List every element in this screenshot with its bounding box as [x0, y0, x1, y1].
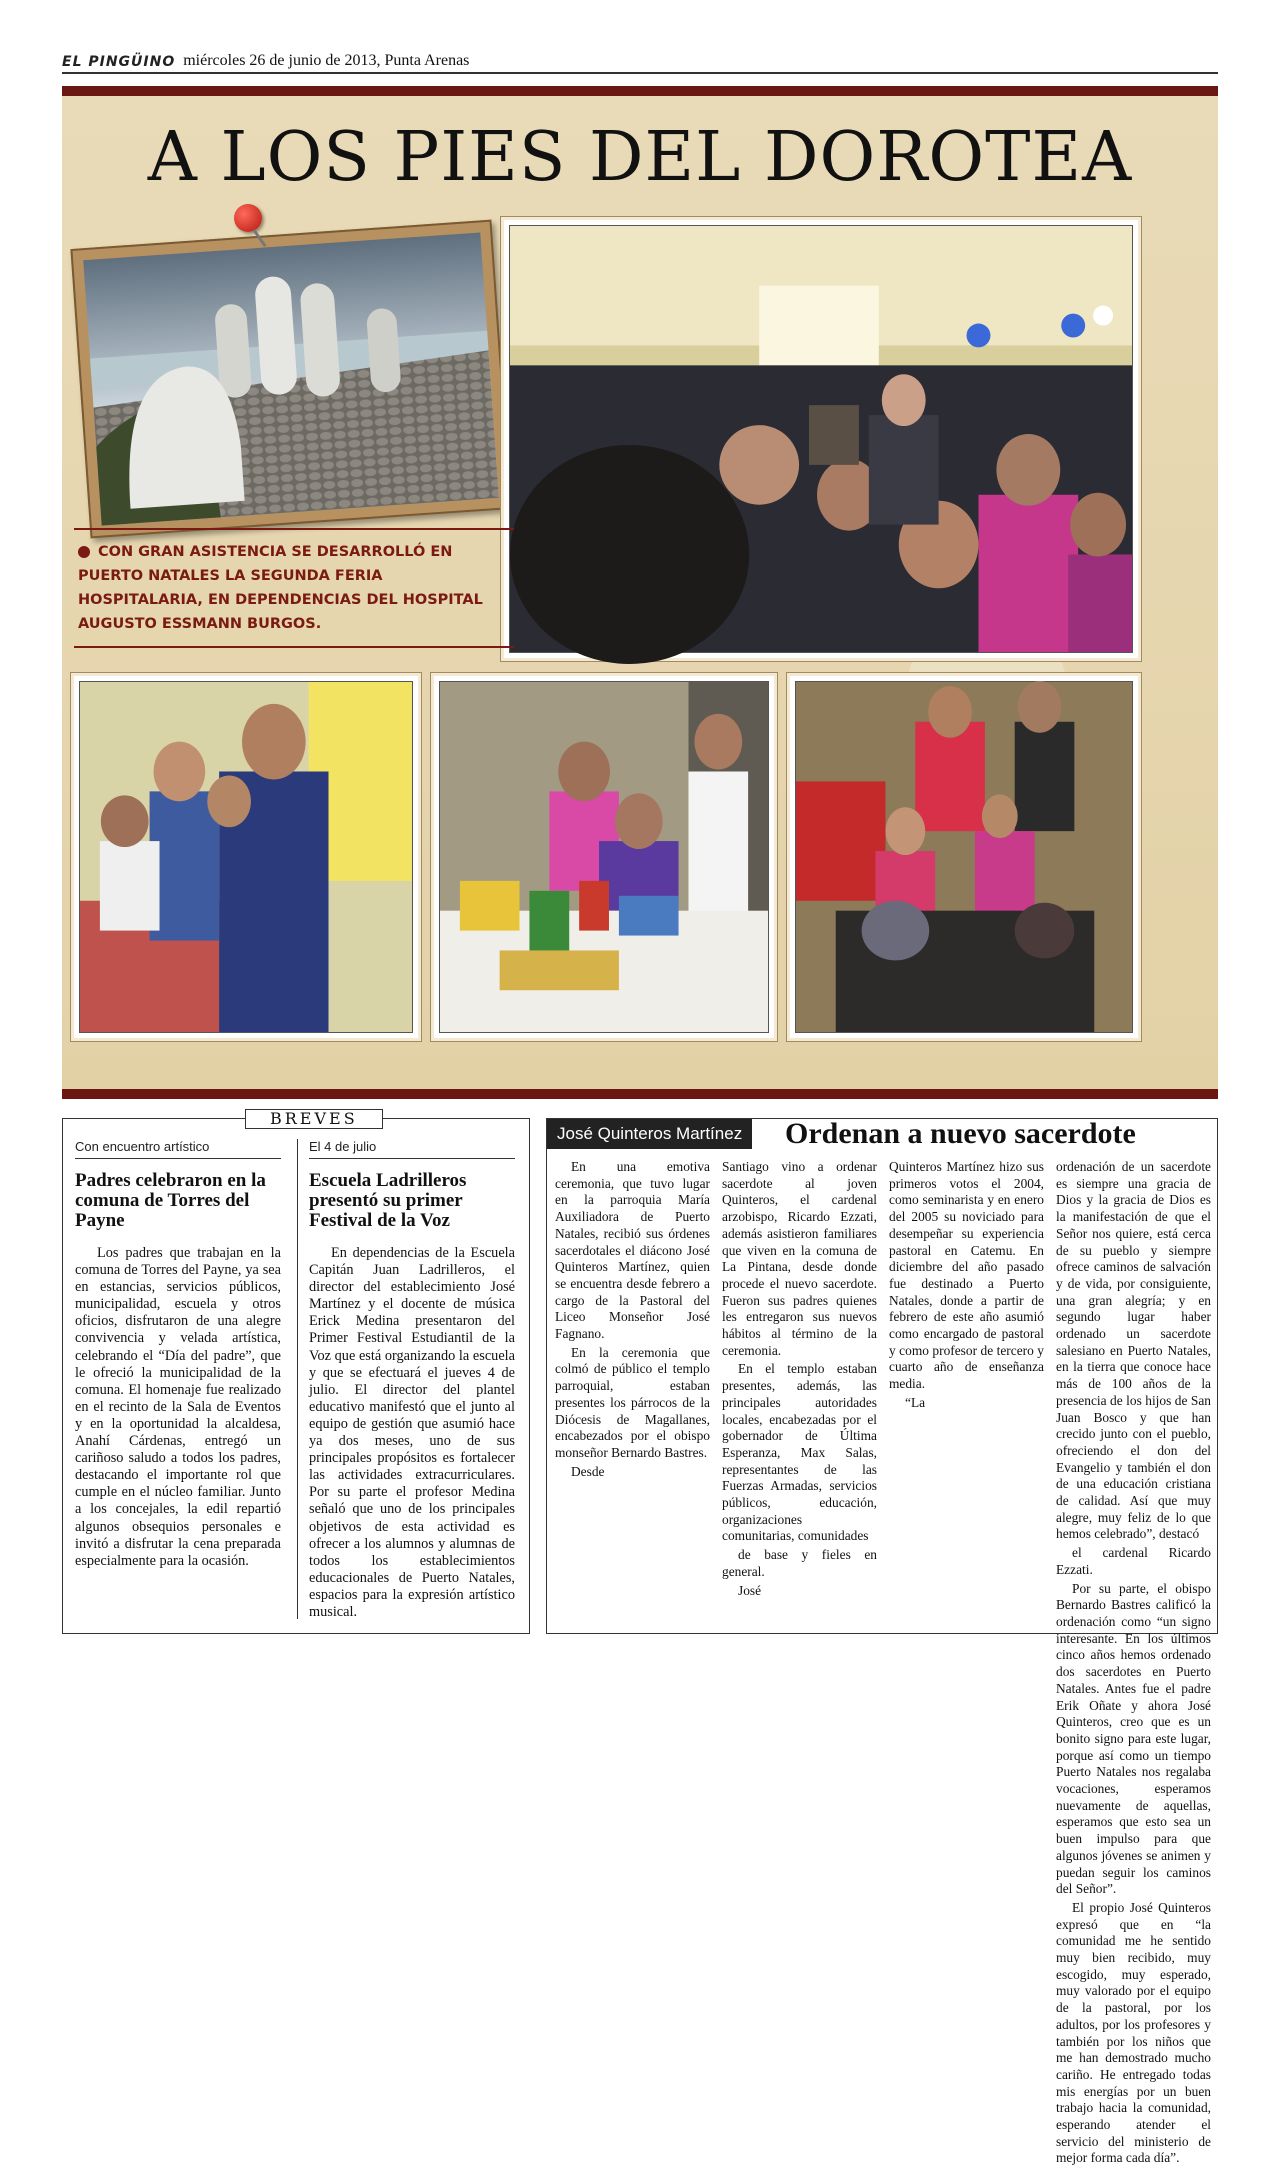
article-column — [555, 1159, 710, 2169]
caption-bullet-icon — [78, 546, 90, 558]
red-pushpin-icon — [234, 204, 262, 232]
article-column — [1056, 1159, 1211, 2169]
article-column — [722, 1159, 877, 2169]
article-paragraph-continued: Santiago vino a ordenar sacerdote al joven Quinteros, el cardenal arzobispo, Ricardo Ezzati, además asistieron familiares que viven en la comuna de La Pintana, desde donde procede el nuevo sacerdote. Fueron sus padres quienes les entregaron sus nuevos hábitos al término de la ceremonia. — [722, 1159, 877, 1358]
brief-headline: Padres celebraron en la comuna de Torres del Payne — [75, 1170, 266, 1231]
article-paragraph: En la ceremonia que colmó de público el templo parroquial, estaban presentes los párrocos de la Diócesis de Magallanes, encabezados por el obispo monseñor Bernardo Bastres. — [555, 1344, 710, 1460]
article-byline: José Quinteros Martínez — [547, 1119, 752, 1149]
article-paragraph-continued: ordenación de un sacerdote es siempre una gracia de Dios y la gracia de Dios es la manifestación de que el Señor nos quiere, está cerca de su pueblo y siempre ofrece caminos de salvación y de vida, por consiguiente, una gran alegría; y en segundo lugar haber ordenado un sacerdote salesiano en Puerto Natales, en la tierra que conoce hace más de 100 años de la presencia de los hijos de San Juan Bosco y que han crecido junto con el pueblo, ofreciendo el don del Evangelio y también el don de una educación cristiana de calidad. Así que muy alegre, muy feliz de lo que hemos celebrado”, destacó — [1056, 1159, 1211, 1542]
briefs-column-divider — [297, 1139, 298, 1619]
photo-caption — [74, 528, 514, 648]
article-columns — [555, 1159, 1211, 2169]
article-paragraph: “La — [905, 1394, 926, 1410]
newspaper-logo: EL PINGÜINO — [62, 54, 176, 70]
article-paragraph: José — [738, 1582, 762, 1598]
brief-body: Los padres que trabajan en la comuna de Torres del Payne, ya sea en estancias, servicios públicos, municipalidad, escuela y otros oficios, disfrutaron de una alegre convivencia y velada artística, celebrando el “Día del padre”, que le ofreció la municipalidad de la comuna. El homenaje fue realizado en el recinto de la Sala de Eventos y en la oportunidad la alcaldesa, Anahí Cárdenas, entregó un cariñoso saludo a todos los padres, destacando el importante rol que cumple en el núcleo familiar. Junto a los concejales, la edil repartió algunos obsequios personales e invitó a disfrutar la cena preparada especialmente para la ocasión. — [75, 1245, 281, 1569]
brief-item — [75, 1139, 281, 1570]
food-table-photo — [439, 681, 769, 1033]
briefs-label: BREVES — [245, 1109, 383, 1129]
page-header — [62, 50, 1218, 74]
article-paragraph: el cardenal Ricardo Ezzati. — [1056, 1545, 1211, 1577]
article-column — [889, 1159, 1044, 2169]
feature-title: A LOS PIES DEL DOROTEA — [147, 118, 1133, 197]
article-headline: Ordenan a nuevo sacerdote — [785, 1117, 1136, 1150]
article-paragraph: de base y fieles en general. — [722, 1547, 877, 1579]
food-table-photo-frame — [430, 672, 778, 1042]
hospital-crowd-photo-frame — [500, 216, 1142, 662]
hospital-crowd-photo — [509, 225, 1133, 653]
hand-sculpture-photo — [83, 232, 499, 525]
article-paragraph: Por su parte, el obispo Bernardo Bastres calificó la ordenación como “un signo interesante. En los últimos cinco años hemos ordenado dos sacerdotes en Puerto Natales. Antes fue el padre Erik Oñate y ahora José Quinteros, creo que es un bonito signo para este lugar, porque así como un tiempo Puerto Natales nos regalaba vocaciones, esperamos nuevamente de aquellas, esperamos que esto sea un buen impulso para que algunos jóvenes se animen y puedan seguir los caminos del Señor”. — [1056, 1580, 1211, 1897]
photo-feature-panel — [62, 86, 1218, 1099]
article-ordination — [546, 1117, 1218, 2166]
header-date-location: miércoles 26 de junio de 2013, Punta Arenas — [183, 52, 470, 69]
briefs-section — [62, 1109, 530, 1634]
brief-headline: Escuela Ladrilleros presentó su primer Festival de la Voz — [309, 1170, 467, 1231]
article-paragraph: En una emotiva ceremonia, que tuvo lugar en la parroquia María Auxiliadora de Puerto Natales, recibió sus órdenes sacerdotales el diácono José Quinteros Martínez, quien se encuentra desde febrero a cargo de la Pastoral del Liceo Monseñor José Fagnano. — [555, 1159, 710, 1342]
photo-caption-text: CON GRAN ASISTENCIA SE DESARROLLÓ EN PUERTO NATALES LA SEGUNDA FERIA HOSPITALARIA, EN DEPENDENCIAS DEL HOSPITAL AUGUSTO ESSMANN BURGOS. — [78, 544, 483, 632]
hospital-staff-photo-frame — [70, 672, 422, 1042]
article-paragraph: El propio José Quinteros expresó que en “la comunidad me he sentido muy bien recibido, muy escogido, muy esperado, muy valorado por el equipo de la pastoral, por los adultos, por los profesores y también por los niños que me han demostrado mucho cariño. He entregado todas mis energías por un buen trabajo hacia la comunidad, esperando atender el servicio del ministerio de mejor forma cada día”. — [1056, 1899, 1211, 2166]
article-paragraph: En el templo estaban presentes, además, las principales autoridades locales, encabezadas por el gobernador de Última Esperanza, Max Salas, representantes de las Fuerzas Armadas, servicios públicos, educación, organizaciones comunitarias, comunidades — [722, 1361, 877, 1544]
article-paragraph-continued: Quinteros Martínez hizo sus primeros votos el 2004, como seminarista y en enero del 2005 su noviciado para desempeñar su experiencia pastoral en Catemu. En diciembre del año pasado fue destinado a Puerto Natales, donde a partir de febrero de este año asumió como encargado de pastoral y como profesor de tercero y cuarto año de enseñanza media. — [889, 1159, 1044, 1392]
brief-item — [309, 1139, 515, 1621]
article-paragraph: Desde — [571, 1463, 605, 1479]
children-activity-photo-frame — [786, 672, 1142, 1042]
hand-sculpture-photo-frame — [70, 220, 511, 539]
children-activity-photo — [795, 681, 1133, 1033]
brief-kicker: Con encuentro artístico — [75, 1139, 281, 1159]
hospital-staff-photo — [79, 681, 413, 1033]
brief-kicker: El 4 de julio — [309, 1139, 515, 1159]
brief-body: En dependencias de la Escuela Capitán Juan Ladrilleros, el director del establecimiento José Martínez y el docente de música Erick Medina presentaron del Primer Festival Estudiantil de la Voz que está organizando la escuela y que se efectuará el jueves 4 de julio. El director del plantel educativo manifestó que el junto al equipo de gestión que asumió hace ya dos meses, uno de sus principales propósitos es fortalecer las actividades extracurriculares. Por su parte el profesor Medina señaló que uno de los principales objetivos de esta actividad es ofrecer a los alumnos y alumnas de todos los establecimientos educacionales de Puerto Natales, espacios para la expresión artístico musical. — [309, 1245, 515, 1620]
